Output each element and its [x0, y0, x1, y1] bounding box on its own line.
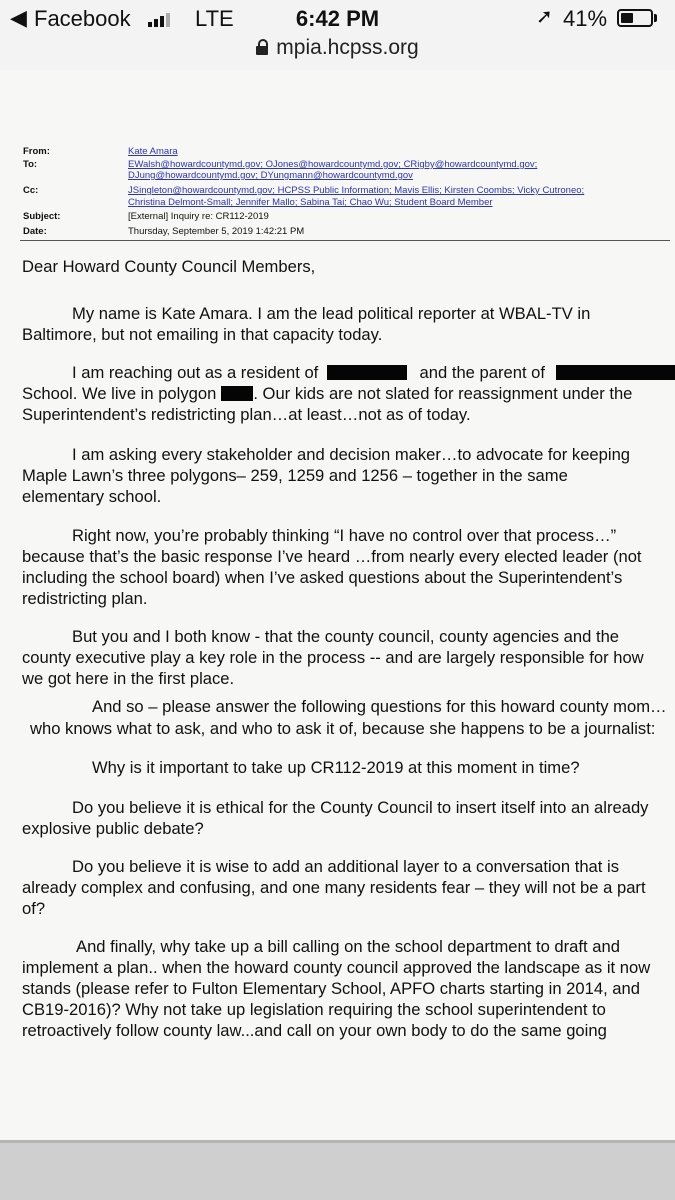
- paragraph-line: Baltimore, but not emailing in that capacity today.: [22, 325, 383, 344]
- question-line: of?: [22, 899, 46, 918]
- document-page: [0, 70, 675, 1140]
- paragraph-line: I am asking every stakeholder and decision maker…to advocate for keeping: [72, 445, 631, 464]
- battery-icon: [617, 9, 653, 27]
- text-fragment: School. We live in polygon: [22, 384, 217, 403]
- greeting: Dear Howard County Council Members,: [22, 257, 316, 276]
- paragraph-line: stands (please refer to Fulton Elementary School, APFO charts starting in 2014, and: [22, 979, 640, 998]
- text-fragment: and the parent of: [419, 363, 546, 382]
- paragraph-line: Superintendent’s redistricting plan…at least…not as of today.: [22, 405, 471, 424]
- from-value[interactable]: Kate Amara: [128, 146, 178, 157]
- subject-value: [External] Inquiry re: CR112-2019: [128, 211, 269, 222]
- bottom-toolbar: [0, 1140, 675, 1200]
- question-line: Do you believe it is wise to add an additional layer to a conversation that is: [72, 857, 619, 876]
- paragraph-line: because that’s the basic response I’ve heard …from nearly every elected leader (not: [22, 547, 642, 566]
- text-fragment: I am reaching out as a resident of: [72, 363, 319, 382]
- question-line: explosive public debate?: [22, 819, 204, 838]
- network-type: LTE: [195, 6, 234, 31]
- paragraph-line: including the school board) when I’ve asked questions about the Superintendent’s: [22, 568, 623, 587]
- paragraph-line: [72, 362, 675, 383]
- redaction-bar: [327, 365, 407, 380]
- question-line: already complex and confusing, and one many residents fear – they will not be a part: [22, 878, 646, 897]
- redaction-bar: [221, 386, 253, 401]
- to-label: To:: [23, 159, 38, 170]
- to-recipients-line2[interactable]: DJung@howardcountymd.gov; DYungmann@howardcountymd.gov: [128, 170, 413, 181]
- paragraph-line: Maple Lawn’s three polygons– 259, 1259 and 1256 – together in the same: [22, 466, 568, 485]
- to-recipients-line1[interactable]: EWalsh@howardcountymd.gov; OJones@howardcountymd.gov; CRigby@howardcountymd.gov;: [128, 159, 538, 170]
- date-value: Thursday, September 5, 2019 1:42:21 PM: [128, 226, 305, 237]
- battery-tip: [654, 14, 657, 22]
- paragraph-line: Right now, you’re probably thinking “I have no control over that process…”: [72, 526, 617, 545]
- redaction-bar: [556, 365, 675, 380]
- cc-recipients-line2[interactable]: Christina Delmont-Small; Jennifer Mallo; Sabina Tai; Chao Wu; Student Board Member: [128, 197, 493, 208]
- question-line: Why is it important to take up CR112-2019 at this moment in time?: [92, 758, 580, 777]
- cc-label: Cc:: [23, 185, 39, 196]
- paragraph-line: And so – please answer the following questions for this howard county mom…: [92, 697, 667, 716]
- url-domain: mpia.hcpss.org: [276, 36, 419, 59]
- url-bar[interactable]: [0, 36, 675, 66]
- back-arrow-icon[interactable]: ◀: [10, 5, 27, 30]
- date-label: Date:: [23, 226, 47, 237]
- paragraph-line: retroactively follow county law...and call on your own body to do the same going: [22, 1021, 607, 1040]
- paragraph-line: county executive play a key role in the process -- and are largely responsible for how: [22, 648, 644, 667]
- battery-percent: 41%: [563, 6, 608, 31]
- paragraph-line: My name is Kate Amara. I am the lead political reporter at WBAL-TV in: [72, 304, 591, 323]
- clock: 6:42 PM: [295, 6, 380, 31]
- question-line: Do you believe it is ethical for the County Council to insert itself into an already: [72, 798, 649, 817]
- paragraph-line: redistricting plan.: [22, 589, 148, 608]
- location-icon: ➚: [536, 6, 553, 28]
- paragraph-line: elementary school.: [22, 487, 162, 506]
- paragraph-line: And finally, why take up a bill calling on the school department to draft and: [76, 937, 620, 956]
- paragraph-line: [22, 383, 632, 404]
- paragraph-line: implement a plan.. when the howard county council approved the landscape as it now: [22, 958, 651, 977]
- status-bar: [0, 0, 675, 36]
- back-to-app-label[interactable]: Facebook: [34, 6, 131, 31]
- text-fragment: . Our kids are not slated for reassignment under the: [253, 384, 633, 403]
- header-divider: [20, 240, 670, 241]
- paragraph-line: we got here in the first place.: [22, 669, 235, 688]
- paragraph-line: CB19-2016)? Why not take up legislation requiring the school superintendent to: [22, 1000, 606, 1019]
- paragraph-line: But you and I both know - that the county council, county agencies and the: [72, 627, 620, 646]
- lock-icon: [256, 39, 268, 55]
- subject-label: Subject:: [23, 211, 61, 222]
- cc-recipients-line1[interactable]: JSingleton@howardcountymd.gov; HCPSS Public Information; Mavis Ellis; Kirsten Coombs; Vicky Cutroneo;: [128, 185, 585, 196]
- from-label: From:: [23, 146, 50, 157]
- paragraph-line: who knows what to ask, and who to ask it of, because she happens to be a journalist:: [30, 719, 656, 738]
